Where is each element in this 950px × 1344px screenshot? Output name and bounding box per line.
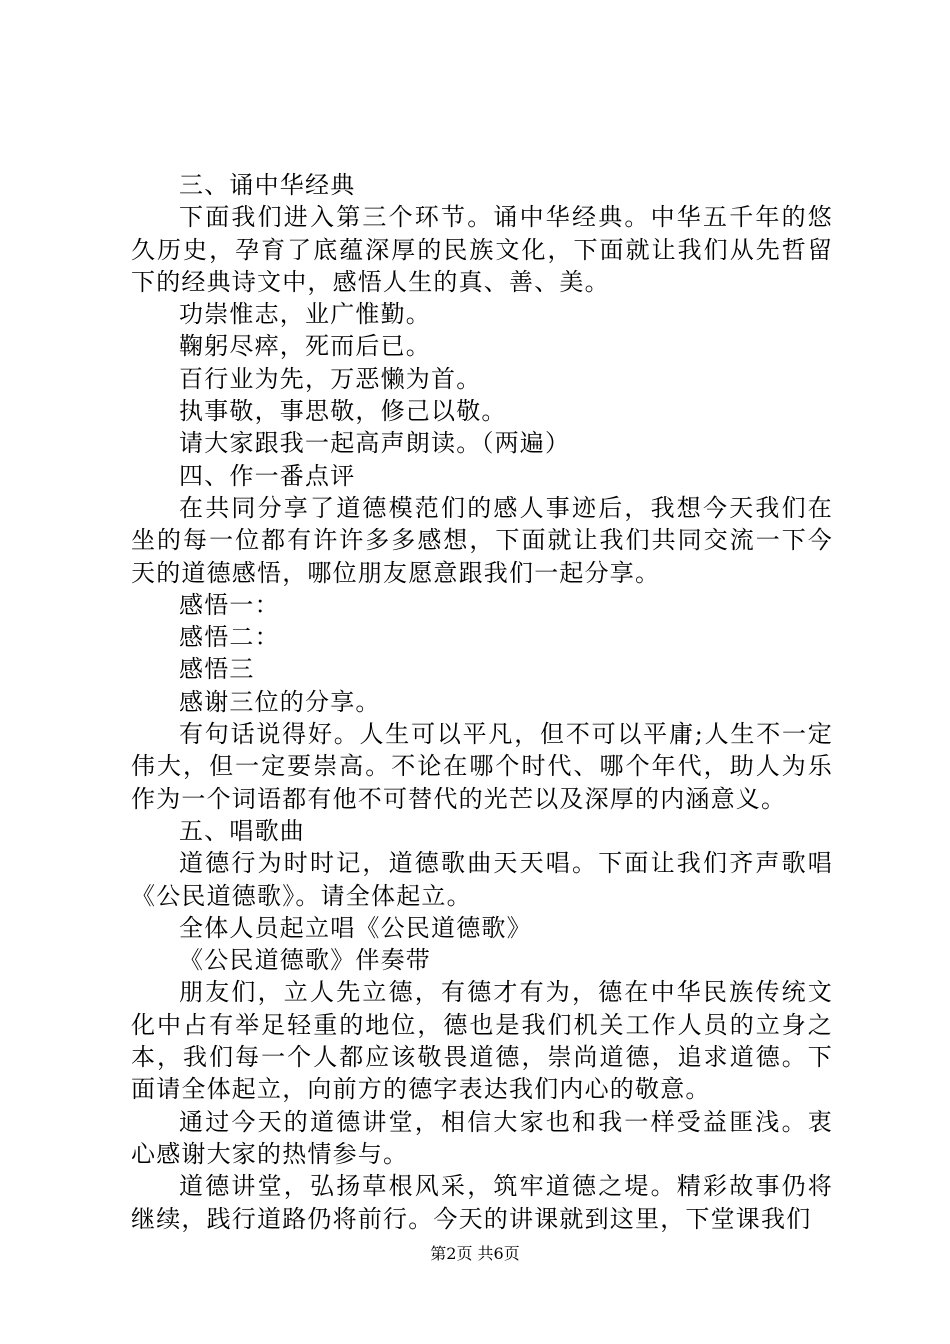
section-heading-recite-classics: 三、诵中华经典 [179,171,356,199]
paragraph: 朋友们，立人先立德，有德才有为，德在中华民族传统文化中占有举足轻重的地位，德也是我们机关工作人员的立身之本，我们每一个人都应该敬畏道德，崇尚道德，追求道德。下面请全体起立，向前方的德字表达我们内心的敬意。 [131,978,833,1104]
classic-quote: 百行业为先，万恶懒为首。 [179,364,482,393]
reflection-item: 感悟一： [179,590,280,619]
classic-quote: 功崇惟志，业广惟勤。 [179,300,431,329]
paragraph: 全体人员起立唱《公民道德歌》 [179,913,532,942]
paragraph: 感谢三位的分享。 [179,687,381,716]
document-body [131,169,833,1235]
reflection-item: 感悟三 [179,655,255,684]
paragraph: 道德行为时时记，道德歌曲天天唱。下面让我们齐声歌唱《公民道德歌》。请全体起立。 [131,849,833,910]
paragraph: 《公民道德歌》伴奏带 [179,946,431,975]
section-heading-sing-song: 五、唱歌曲 [179,816,305,845]
paragraph: 有句话说得好。人生可以平凡，但不可以平庸;人生不一定伟大，但一定要崇高。不论在哪个时代、哪个年代，助人为乐作为一个词语都有他不可替代的光芒以及深厚的内涵意义。 [131,720,833,813]
classic-quote: 鞠躬尽瘁，死而后已。 [179,332,431,361]
reflection-item: 感悟二： [179,623,280,652]
paragraph: 通过今天的道德讲堂，相信大家也和我一样受益匪浅。衷心感谢大家的热情参与。 [131,1107,833,1168]
page-number-footer: 第2页 共6页 [430,1244,520,1263]
section-heading-commentary: 四、作一番点评 [179,461,356,490]
paragraph: 请大家跟我一起高声朗读。（两遍） [179,429,571,458]
paragraph: 下面我们进入第三个环节。诵中华经典。中华五千年的悠久历史，孕育了底蕴深厚的民族文化，下面就让我们从先哲留下的经典诗文中，感悟人生的真、善、美。 [131,203,833,296]
classic-quote: 执事敬，事思敬，修己以敬。 [179,397,507,426]
paragraph: 在共同分享了道德模范们的感人事迹后，我想今天我们在坐的每一位都有许许多多感想，下面就让我们共同交流一下今天的道德感悟，哪位朋友愿意跟我们一起分享。 [131,493,833,587]
paragraph: 道德讲堂，弘扬草根风采，筑牢道德之堤。精彩故事仍将继续，践行道路仍将前行。今天的讲课就到这里，下堂课我们 [131,1172,833,1233]
